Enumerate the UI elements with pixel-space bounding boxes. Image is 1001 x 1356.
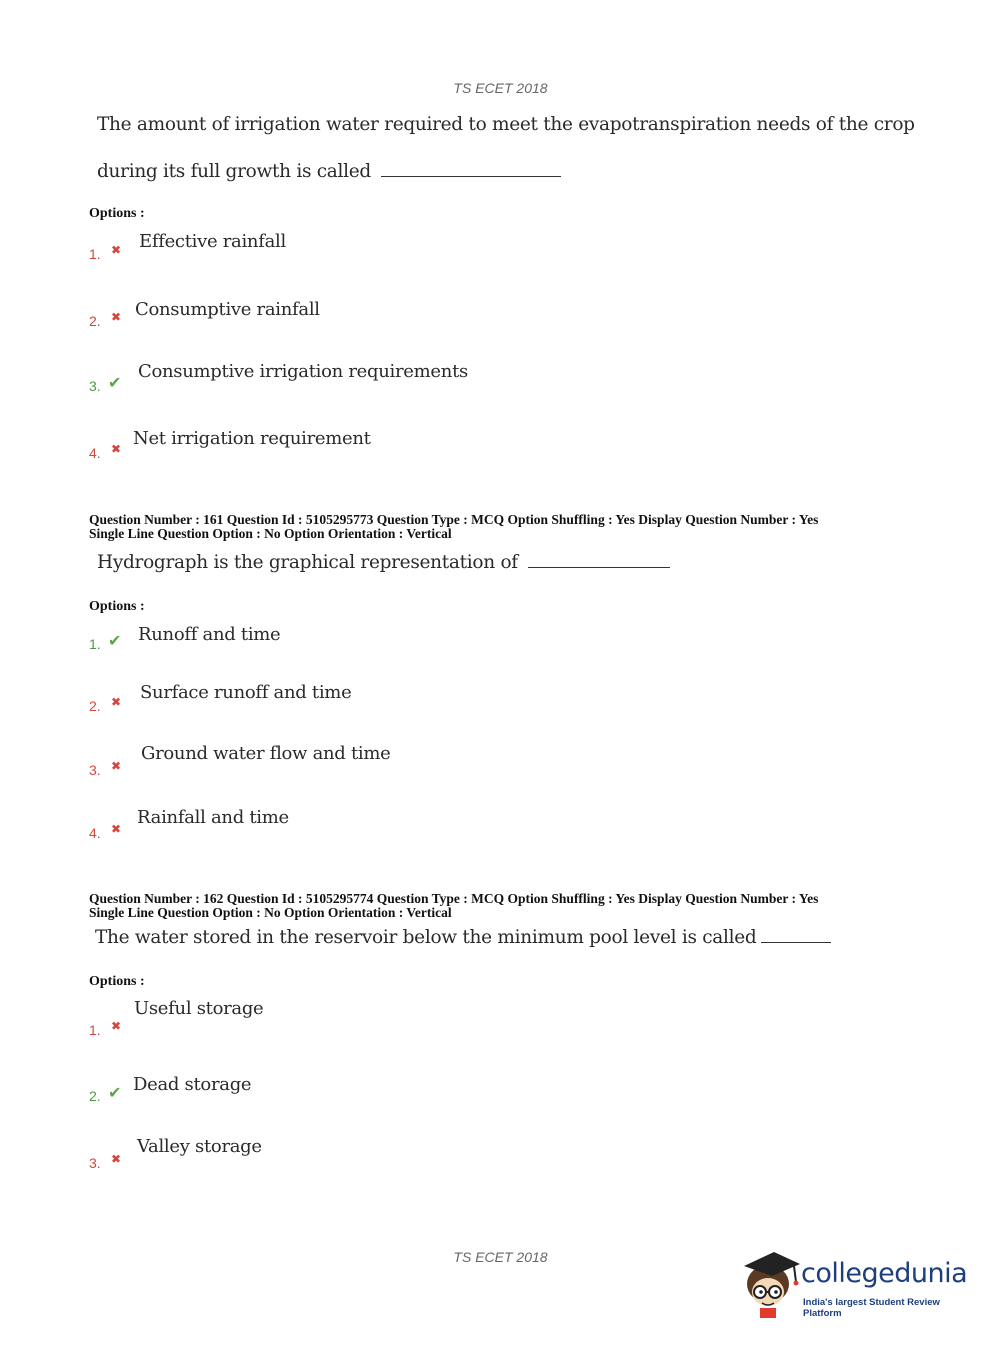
logo-tagline: India's largest Student Review Platform — [803, 1297, 940, 1319]
option-text: Effective rainfall — [139, 231, 286, 252]
option-text: Ground water flow and time — [141, 743, 391, 764]
cross-icon: ✖ — [111, 310, 122, 324]
question-text-line2 — [97, 161, 561, 182]
option-text: Consumptive rainfall — [135, 299, 320, 320]
check-icon: ✔ — [108, 1083, 122, 1102]
answer-blank — [528, 566, 670, 568]
graduate-mascot-icon — [742, 1250, 802, 1320]
cross-icon: ✖ — [111, 243, 122, 257]
option-text: Runoff and time — [138, 624, 281, 645]
option-text: Rainfall and time — [137, 807, 289, 828]
option-number: 2. — [89, 1088, 101, 1104]
option-number: 3. — [89, 378, 101, 394]
question-text: during its full growth is called — [97, 161, 371, 182]
option-number: 2. — [89, 313, 101, 329]
cross-icon: ✖ — [111, 1019, 122, 1033]
cross-icon: ✖ — [111, 1152, 122, 1166]
options-label: Options : — [89, 974, 145, 989]
check-icon: ✔ — [108, 373, 122, 392]
option-number: 4. — [89, 825, 101, 841]
question-text-line — [95, 927, 831, 948]
cross-icon: ✖ — [111, 442, 122, 456]
question-meta: Question Number : 161 Question Id : 5105295773 Question Type : MCQ Option Shuffling : Yes Display Question Number : Yes — [89, 512, 819, 527]
option-text: Useful storage — [134, 998, 264, 1019]
question-text: Hydrograph is the graphical representation of — [97, 552, 518, 573]
options-label: Options : — [89, 599, 145, 614]
question-meta: Single Line Question Option : No Option Orientation : Vertical — [89, 905, 452, 920]
option-number: 3. — [89, 1155, 101, 1171]
option-text: Surface runoff and time — [140, 682, 352, 703]
options-label: Options : — [89, 206, 145, 221]
cross-icon: ✖ — [111, 822, 122, 836]
question-text-line — [97, 552, 670, 573]
option-number: 3. — [89, 762, 101, 778]
cross-icon: ✖ — [111, 695, 122, 709]
option-text: Valley storage — [137, 1136, 262, 1157]
cross-icon: ✖ — [111, 759, 122, 773]
option-text: Net irrigation requirement — [133, 428, 371, 449]
logo-wordmark: collegedunia — [801, 1258, 968, 1289]
question-text-line1: The amount of irrigation water required to meet the evapotranspiration needs of the crop — [97, 114, 915, 135]
answer-blank — [761, 941, 831, 943]
option-number: 2. — [89, 698, 101, 714]
question-meta: Single Line Question Option : No Option Orientation : Vertical — [89, 526, 452, 541]
check-icon: ✔ — [108, 631, 122, 650]
question-meta: Question Number : 162 Question Id : 5105295774 Question Type : MCQ Option Shuffling : Yes Display Question Number : Yes — [89, 891, 819, 906]
option-text: Dead storage — [133, 1074, 252, 1095]
page-footer: TS ECET 2018 — [453, 1249, 548, 1265]
page-header: TS ECET 2018 — [453, 80, 548, 96]
question-text: The water stored in the reservoir below the minimum pool level is called — [95, 927, 757, 948]
option-number: 4. — [89, 445, 101, 461]
answer-blank — [381, 175, 561, 177]
option-number: 1. — [89, 246, 101, 262]
option-text: Consumptive irrigation requirements — [138, 361, 468, 382]
option-number: 1. — [89, 636, 101, 652]
option-number: 1. — [89, 1022, 101, 1038]
collegedunia-logo — [742, 1250, 972, 1320]
